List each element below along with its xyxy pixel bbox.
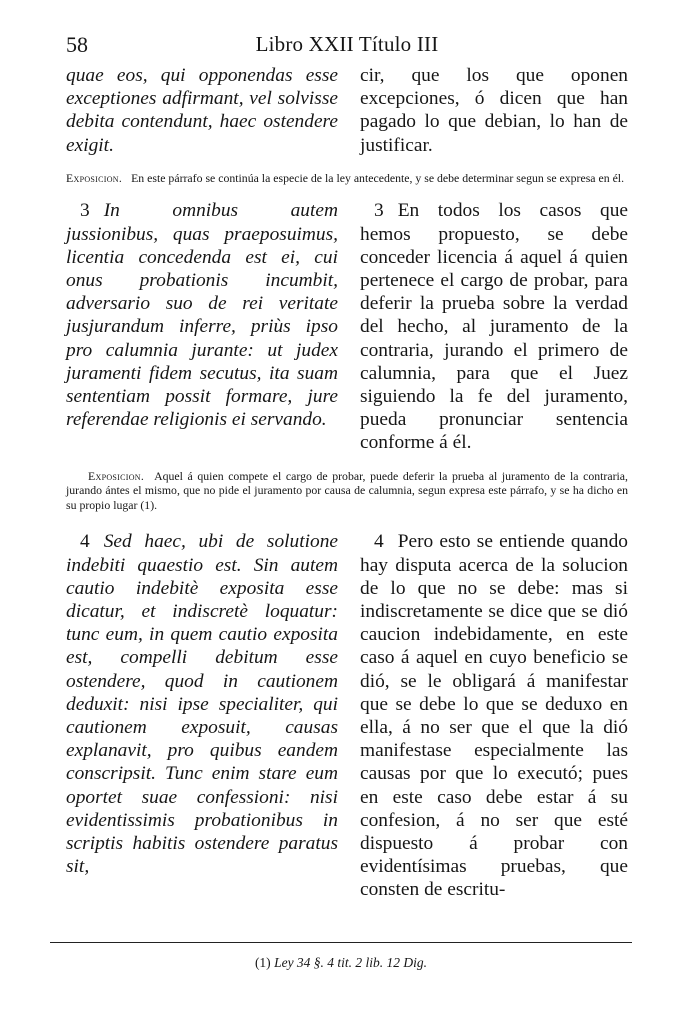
latin-paragraph	[66, 530, 338, 901]
page-header	[66, 28, 628, 64]
paragraph-number: 4	[80, 531, 90, 553]
paragraph-number: 3	[80, 200, 90, 222]
footnote-marker: (1)	[254, 955, 271, 970]
exposicion-note	[66, 171, 628, 186]
exposicion-text: En este párrafo se continúa la especie de la ley antecedente, y se debe determinar segun se expresa en él.	[131, 170, 625, 185]
spanish-paragraph	[360, 530, 628, 901]
spanish-text: cir, que los que oponen excepciones, ó dicen que han pagado lo que debian, lo han de justificar.	[360, 65, 628, 156]
latin-text: quae eos, qui opponendas esse exceptiones adfirmant, vel solvisse debita contendunt, haec ostendere exigit.	[66, 65, 338, 156]
section-top	[66, 64, 628, 157]
footnote-text: Ley 34 §. 4 tit. 2 lib. 12 Dig.	[274, 955, 428, 970]
exposicion-text: Aquel á quien compete el cargo de probar, puede deferir la prueba al juramento de la contraria, jurando ántes el mismo, que no pide el juramento por causa de calumnia, segun expresa este párrafo, y se ha dicho en su propio lugar (1).	[66, 468, 628, 512]
exposicion-lead: Exposicion.	[88, 468, 145, 483]
section-4	[66, 530, 628, 901]
footnote-rule	[50, 942, 632, 943]
latin-text: In omnibus autem jussionibus, quas praeposuimus, licentia concedenda est ei, cui onus probationis incumbit, adversario suo de rei veritate jusjurandum inferre, priùs ipso pro calumnia jurante: ut judex juramenti fidem secutus, ita suam sententiam possit formare, jure referendae religionis ei servando.	[66, 200, 338, 431]
exposicion-lead: Exposicion.	[66, 170, 123, 185]
spanish-text: Pero esto se entiende quando hay disputa acerca de la solucion de lo que no se debe: mas si indiscretamente se dice que se dió caucion indebidamente, en este caso á aquel en cuyo beneficio se dió, se le obligará á manifestar que se debe lo que se deduxo en ella, á no ser que el que la dió manifestase especialmente las causas por que lo executó; pues en este caso debe estar á su confesion, á no ser que esté dispuesto á probar con evidentísimas pruebas, que consten de escritu-	[360, 531, 628, 901]
paragraph-number: 4	[374, 531, 384, 553]
latin-text: Sed haec, ubi de solutione indebiti quaestio est. Sin autem cautio indebitè exposita esse dicatur, et indiscretè loquatur: tunc eum, in quem cautio exposita est, compelli debitum esse ostendere, quod in cautionem deduxit: nisi ipse specialiter, qui cautionem exposuit, causas explanavit, pro quibus eandem conscripsit. Tunc enim stare eum oportet suae confessioni: nisi evidentissimis probationibus in scriptis habitis ostendere paratus sit,	[66, 531, 338, 878]
spanish-paragraph	[360, 199, 628, 454]
latin-paragraph	[66, 199, 338, 454]
footnote	[0, 955, 682, 971]
page-number: 58	[66, 32, 88, 57]
running-title: Libro XXII Título III	[255, 32, 439, 56]
exposicion-note	[66, 469, 628, 513]
book-page	[66, 28, 628, 902]
spanish-text: En todos los casos que hemos propuesto, se debe conceder licencia á aquel á quien pertenece el cargo de probar, para deferir la prueba sobre la verdad del hecho, al juramento de la contraria, jurando el primero de calumnia, para que el Juez siguiendo la fe del juramento, pueda pronunciar sentencia conforme á él.	[360, 200, 628, 454]
section-3	[66, 199, 628, 454]
paragraph-number: 3	[374, 200, 384, 222]
